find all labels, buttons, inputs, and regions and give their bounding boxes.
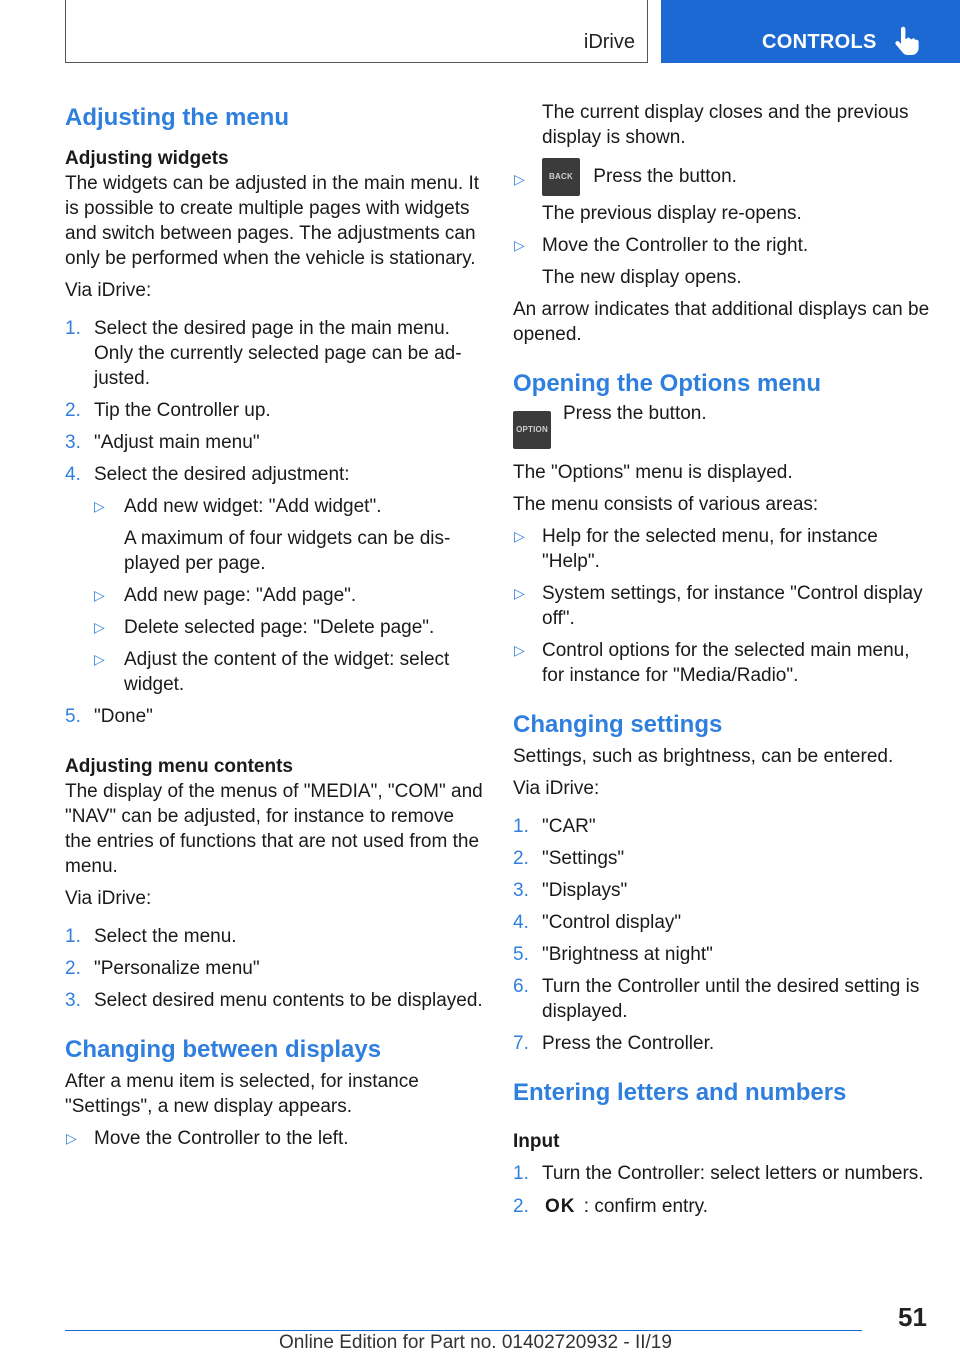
- list-item: 1. Turn the Controller: select letters or numbers.: [513, 1163, 924, 1184]
- right-column: [513, 100, 933, 1219]
- heading-changing-settings: Changing settings: [513, 711, 723, 738]
- list-item: 2. "Settings": [513, 848, 625, 869]
- list-item: 3. "Displays": [513, 880, 628, 901]
- option-button-icon: OPTION: [513, 411, 551, 449]
- list-item: 5. "Brightness at night": [513, 944, 713, 965]
- header-chapter-box: [65, 0, 648, 63]
- paragraph-options-displayed: The "Options" menu is displayed.: [513, 462, 793, 483]
- back-button-icon: BACK: [542, 158, 580, 196]
- list-item: ▷ Move the Controller to the right. The new display opens.: [514, 235, 809, 288]
- triangle-bullet-icon: ▷: [514, 528, 525, 544]
- sub-list-item: ▷ Add new widget: "Add widget". A maximum of four widgets can be displayed per page.: [94, 496, 451, 574]
- triangle-bullet-icon: ▷: [94, 587, 105, 603]
- sub-list-item: ▷ Delete selected page: "Delete page".: [94, 617, 435, 638]
- via-idrive-3: Via iDrive:: [513, 778, 600, 799]
- triangle-bullet-icon: ▷: [66, 1130, 77, 1146]
- list-item: 2. Tip the Controller up.: [65, 400, 271, 421]
- heading-input: Input: [513, 1131, 560, 1152]
- footer-edition: Online Edition for Part no. 01402720932 - II/19: [279, 1332, 672, 1353]
- triangle-bullet-icon: ▷: [94, 498, 105, 514]
- paragraph-arrow: An arrow indicates that additional displays can be opened.: [513, 299, 930, 345]
- paragraph-areas: The menu consists of various areas:: [513, 494, 819, 515]
- section-title: CONTROLS: [762, 31, 877, 53]
- list-item: 3. "Adjust main menu": [65, 432, 260, 453]
- list-item: 4. "Control display": [513, 912, 682, 933]
- section-tab: [661, 0, 960, 63]
- heading-options-menu: Opening the Options menu: [513, 370, 821, 397]
- heading-adjusting-menu: Adjusting the menu: [65, 104, 289, 131]
- paragraph-settings: Settings, such as brightness, can be entered.: [513, 746, 894, 767]
- list-item: 5. "Done": [65, 706, 153, 727]
- chapter-title: iDrive: [583, 31, 635, 53]
- list-item: 6. Turn the Controller until the desired setting is displayed.: [513, 976, 920, 1022]
- left-column: [65, 100, 483, 1151]
- list-item: 1. "CAR": [513, 816, 596, 837]
- list-item: 2. OK : confirm entry.: [513, 1196, 709, 1217]
- list-item: ▷ System settings, for instance "Control display off".: [514, 583, 923, 629]
- triangle-bullet-icon: ▷: [514, 237, 525, 253]
- heading-adjusting-widgets: Adjusting widgets: [65, 148, 229, 169]
- triangle-bullet-icon: ▷: [94, 651, 105, 667]
- list-item: ▷ Move the Controller to the left.: [66, 1128, 349, 1149]
- list-item: 2. "Personalize menu": [65, 958, 260, 979]
- sub-list-item: ▷ Adjust the content of the widget: select widget.: [94, 649, 450, 695]
- via-idrive-2: Via iDrive:: [65, 888, 152, 909]
- list-item: ▷ Control options for the selected main menu, for instance for "Media/Radio".: [514, 640, 910, 686]
- list-item: 7. Press the Controller.: [513, 1033, 715, 1054]
- ok-icon: OK: [545, 1196, 576, 1217]
- paragraph-menu-contents: The display of the menus of "MEDIA", "COM" and "NAV" can be adjusted, for instance to remove the entries of functions that are not used from the menu.: [65, 781, 483, 877]
- heading-menu-contents: Adjusting menu contents: [65, 756, 293, 777]
- list-item: ▷ BACK Press the button. The previous display re-opens.: [513, 158, 933, 226]
- list-item: ▷ Help for the selected menu, for instance "Help".: [514, 526, 878, 572]
- via-idrive-1: Via iDrive:: [65, 280, 152, 301]
- paragraph-changing-displays: After a menu item is selected, for instance "Settings", a new display appears.: [65, 1071, 419, 1117]
- paragraph-widgets: The widgets can be adjusted in the main menu. It is possible to create multiple pages with widgets and switch between pages. The adjustments can only be performed when the vehicle is stationary.: [65, 173, 480, 269]
- heading-entering-letters: Entering letters and numbers: [513, 1079, 847, 1106]
- list-item: 4. Select the desired adjustment: ▷ Add new widget: "Add widget". A maximum of four widgets can be displayed per page. ▷ Add new page: "Add page". ▷ Delete selected page: "Delete page". ▷ Adjust the content of the widget: select widget.: [65, 462, 483, 697]
- list-item: 1. Select the menu.: [65, 926, 237, 947]
- continued-text: The current display closes and the previous display is shown.: [542, 102, 909, 148]
- list-item: 1. Select the desired page in the main menu. Only the currently selected page can be adjusted.: [65, 318, 462, 389]
- option-button-row: OPTION Press the button.: [513, 401, 933, 451]
- triangle-bullet-icon: ▷: [514, 642, 525, 658]
- page-number: 51: [898, 1302, 927, 1332]
- triangle-bullet-icon: ▷: [514, 585, 525, 601]
- list-item: 3. Select desired menu contents to be displayed.: [65, 990, 483, 1011]
- triangle-bullet-icon: ▷: [514, 171, 525, 187]
- hand-pointer-icon: [893, 26, 919, 56]
- sub-list-item: ▷ Add new page: "Add page".: [94, 585, 357, 606]
- footer-divider: [65, 1330, 862, 1331]
- triangle-bullet-icon: ▷: [94, 619, 105, 635]
- heading-changing-displays: Changing between displays: [65, 1036, 382, 1063]
